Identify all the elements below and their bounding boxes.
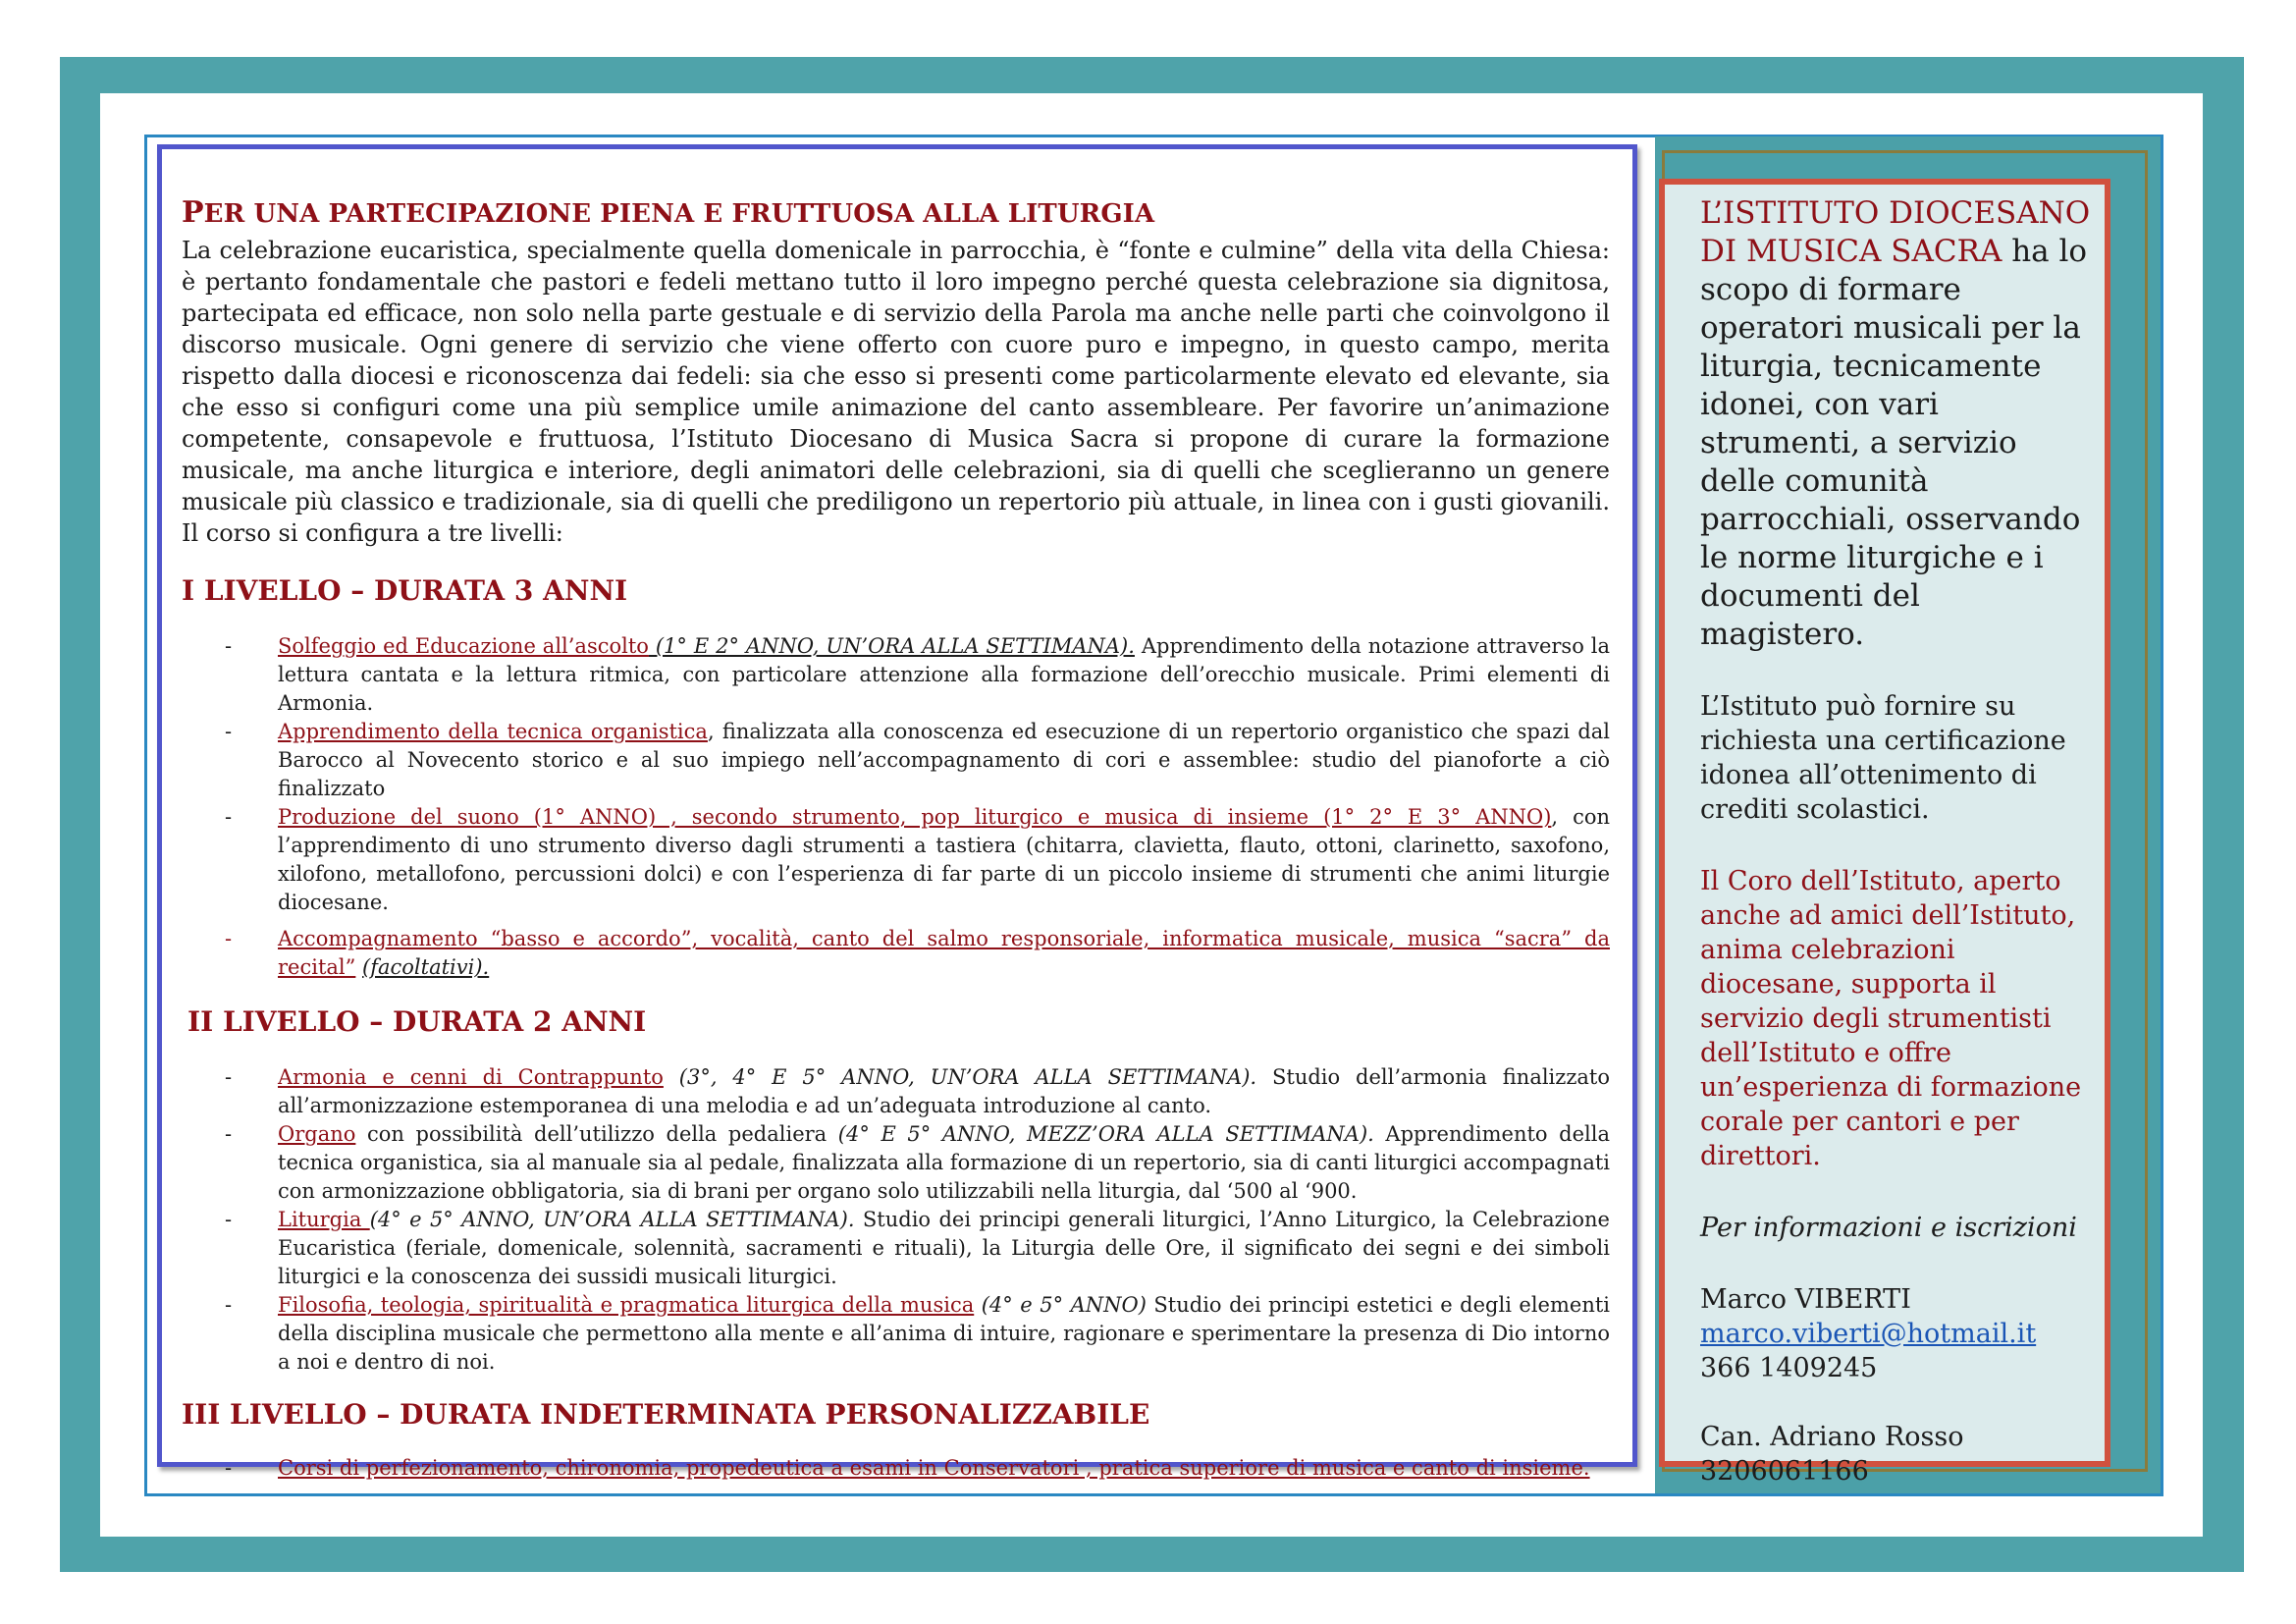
- level3-list: [182, 1454, 1610, 1483]
- intro-paragraph: La celebrazione eucaristica, specialmente quella domenicale in parrocchia, è “fonte e culmine” della vita della Chiesa: è pertanto fondamentale che pastori e fedeli mettano tutto il loro impegno perché questa celebrazione sia dignitosa, partecipata ed efficace, non solo nella parte gestuale e di servizio della Parola ma anche nelle parti che coinvolgono il discorso musicale. Ogni genere di servizio che viene offerto con cuore puro e impegno, in questo campo, merita rispetto dalla diocesi e riconoscenza dai fedeli: sia che esso si presenti come particolarmente elevato ed elevante, sia che esso si configuri come una più semplice umile animazione del canto assembleare. Per favorire un’animazione competente, consapevole e fruttuosa, l’Istituto Diocesano di Musica Sacra si propone di curare la formazione musicale, ma anche liturgica e interiore, degli animatori delle celebrazioni, sia di quelli che sceglieranno un genere musicale più classico e tradizionale, sia di quelli che prediligono un repertorio più attuale, in linea con i gusti giovanili. Il corso si configura a tre livelli:: [182, 237, 1610, 547]
- list-item: - Liturgia (4° e 5° ANNO, UN’ORA ALLA SETTIMANA). Studio dei principi generali liturgici, l’Anno Liturgico, la Celebrazione Eucaristica (feriale, domenicale, solennità, sacramenti e rituali), la Liturgia delle Ore, il significato dei segni e dei simboli liturgici e la conoscenza dei sussidi musicali liturgici.: [225, 1208, 1610, 1288]
- main-text: [182, 195, 1610, 1483]
- page-title: PER UNA PARTECIPAZIONE PIENA E FRUTTUOSA ALLA LITURGIA: [182, 195, 1155, 230]
- contact-name: Marco VIBERTI: [1700, 1284, 1911, 1315]
- level1-heading: I LIVELLO – DURATA 3 ANNI: [182, 574, 628, 607]
- course-link[interactable]: Organo: [278, 1122, 356, 1146]
- course-link[interactable]: Produzione del suono (1° ANNO) , secondo strumento, pop liturgico e musica di insieme (1° 2° E 3° ANNO): [278, 805, 1552, 829]
- certification-text: L’Istituto può fornire su richiesta una certificazione idonea all’ottenimento di crediti scolastici.: [1700, 691, 2066, 825]
- contact-phone: 366 1409245: [1700, 1353, 1878, 1383]
- list-item: - Accompagnamento “basso e accordo”, vocalità, canto del salmo responsoriale, informatica musicale, musica “sacra” da recital” (facoltativi).: [225, 927, 1610, 979]
- course-link[interactable]: Corsi di perfezionamento, chironomia, propedeutica a esami in Conservatori , pratica superiore di musica e canto di insieme.: [278, 1456, 1590, 1480]
- list-item: - Solfeggio ed Educazione all’ascolto (1° E 2° ANNO, UN’ORA ALLA SETTIMANA). Apprendimento della notazione attraverso la lettura cantata e la lettura ritmica, con particolare attenzione alla formazione dell’orecchio musicale. Primi elementi di Armonia.: [225, 634, 1611, 715]
- contact-name: Can. Adriano Rosso: [1700, 1422, 1964, 1452]
- sidebar-text: [1700, 194, 2093, 1489]
- list-item: - Produzione del suono (1° ANNO) , secondo strumento, pop liturgico e musica di insieme (1° 2° E 3° ANNO), con l’apprendimento di uno strumento diverso dagli strumenti a tastiera (chitarra, clavietta, flauto, ottoni, clarinetto, saxofono, xilofono, metallofono, percussioni dolci) e con l’esperienza di far parte di un piccolo insieme di strumenti che animi liturgie diocesane.: [225, 805, 1611, 914]
- contact-2: [1700, 1420, 2093, 1489]
- contact-email[interactable]: marco.viberti@hotmail.it: [1700, 1319, 2037, 1349]
- course-link[interactable]: Filosofia, teologia, spiritualità e pragmatica liturgica della musica: [278, 1293, 975, 1317]
- level1-list: [182, 632, 1610, 982]
- list-item: - Corsi di perfezionamento, chironomia, propedeutica a esami in Conservatori , pratica superiore di musica e canto di insieme.: [225, 1456, 1590, 1480]
- course-link[interactable]: Apprendimento della tecnica organistica: [278, 720, 708, 743]
- choir-text: Il Coro dell’Istituto, aperto anche ad amici dell’Istituto, anima celebrazioni diocesane, supporta il servizio degli strumentisti dell’Istituto e offre un’esperienza di formazione corale per cantori e per direttori.: [1700, 866, 2082, 1171]
- list-item: - Armonia e cenni di Contrappunto (3°, 4° E 5° ANNO, UN’ORA ALLA SETTIMANA). Studio dell’armonia finalizzato all’armonizzazione estemporanea di una melodia e ad un’adeguata introduzione al canto.: [225, 1065, 1611, 1117]
- level2-heading: II LIVELLO – DURATA 2 ANNI: [187, 1005, 647, 1038]
- list-item: - Apprendimento della tecnica organistica, finalizzata alla conoscenza ed esecuzione di un repertorio organistico che spazi dal Barocco al Novecento storico e al suo impiego nell’accompagnamento di cori e assemblee: studio del pianoforte a ciò finalizzato: [225, 720, 1611, 800]
- course-link[interactable]: Liturgia: [278, 1208, 370, 1231]
- course-link[interactable]: Solfeggio ed Educazione all’ascolto: [278, 634, 649, 658]
- list-item: - Filosofia, teologia, spiritualità e pragmatica liturgica della musica (4° e 5° ANNO) Studio dei principi estetici e degli elementi della disciplina musicale che permettono alla mente e all’anima di intuire, ragionare e sperimentare la presenza di Dio intorno a noi e dentro di noi.: [225, 1293, 1611, 1374]
- course-link[interactable]: Armonia e cenni di Contrappunto: [278, 1065, 664, 1089]
- contact-phone: 3206061166: [1700, 1456, 1869, 1487]
- list-item: - Organo con possibilità dell’utilizzo della pedaliera (4° E 5° ANNO, MEZZ’ORA ALLA SETTIMANA). Apprendimento della tecnica organistica, sia al manuale sia al pedale, finalizzata alla formazione di un repertorio, sia di canti liturgici accompagnati con armonizzazione obbligatoria, sia di brani per organo solo utilizzabili nella liturgia, dal ‘500 al ‘900.: [225, 1122, 1611, 1203]
- institute-description: L’ISTITUTO DIOCESANO DI MUSICA SACRA ha lo scopo di formare operatori musicali per la liturgia, tecnicamente idonei, con vari strumenti, a servizio delle comunità parrocchiali, osservando le norme liturgiche e i documenti del magistero.: [1700, 195, 2091, 652]
- contact-1: [1700, 1282, 2093, 1385]
- level2-list: [182, 1063, 1610, 1377]
- level3-heading: III LIVELLO – DURATA INDETERMINATA PERSONALIZZABILE: [182, 1398, 1150, 1431]
- info-label: Per informazioni e iscrizioni: [1700, 1213, 2077, 1243]
- course-link[interactable]: Accompagnamento “basso e accordo”, vocalità, canto del salmo responsoriale, informatica musicale, musica “sacra” da recital”: [278, 927, 1610, 979]
